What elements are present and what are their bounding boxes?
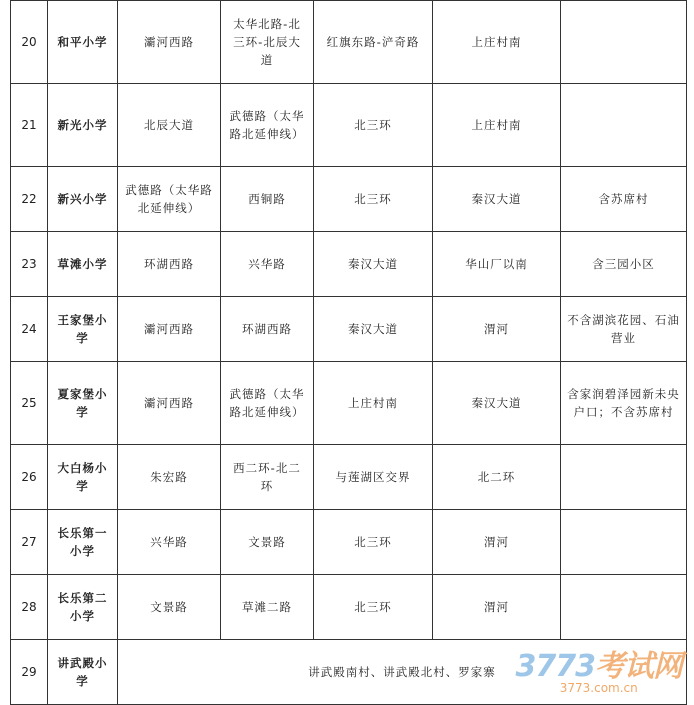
boundary-south-cell: 红旗东路-浐奇路 (314, 1, 433, 84)
row-number-cell: 22 (11, 167, 48, 232)
school-name-cell: 讲武殿小学 (48, 640, 118, 705)
boundary-south-cell: 秦汉大道 (314, 232, 433, 297)
school-name-cell: 新兴小学 (48, 167, 118, 232)
row-number-cell: 29 (11, 640, 48, 705)
table-row (11, 640, 687, 705)
table-body (11, 1, 687, 705)
school-name-cell: 长乐第一小学 (48, 510, 118, 575)
table-row (11, 575, 687, 640)
boundary-west-cell: 文景路 (118, 575, 221, 640)
remarks-cell: 含家润碧泽园新未央户口；不含苏席村 (561, 362, 687, 445)
table-row (11, 362, 687, 445)
boundary-north-cell: 华山厂以南 (433, 232, 561, 297)
table-row (11, 84, 687, 167)
boundary-east-cell: 西二环-北二环 (221, 445, 314, 510)
boundary-south-cell: 秦汉大道 (314, 297, 433, 362)
boundary-west-cell: 武德路（太华路北延伸线） (118, 167, 221, 232)
boundary-west-cell: 灞河西路 (118, 1, 221, 84)
table-row (11, 297, 687, 362)
school-name-cell: 新光小学 (48, 84, 118, 167)
boundary-north-cell: 渭河 (433, 575, 561, 640)
boundary-west-cell: 北辰大道 (118, 84, 221, 167)
remarks-cell: 含苏席村 (561, 167, 687, 232)
remarks-cell (561, 84, 687, 167)
table-row (11, 510, 687, 575)
boundary-south-cell: 北三环 (314, 84, 433, 167)
remarks-cell: 不含湖滨花园、石油营业 (561, 297, 687, 362)
boundary-east-cell: 西铜路 (221, 167, 314, 232)
enrollment-zone-table (10, 0, 687, 705)
row-number-cell: 24 (11, 297, 48, 362)
school-name-cell: 大白杨小学 (48, 445, 118, 510)
row-number-cell: 25 (11, 362, 48, 445)
remarks-cell (561, 445, 687, 510)
row-number-cell: 21 (11, 84, 48, 167)
table-row (11, 232, 687, 297)
boundary-east-cell: 文景路 (221, 510, 314, 575)
boundary-west-cell: 灞河西路 (118, 297, 221, 362)
boundary-north-cell: 秦汉大道 (433, 362, 561, 445)
boundary-north-cell: 秦汉大道 (433, 167, 561, 232)
table-row (11, 167, 687, 232)
boundary-east-cell: 太华北路-北三环-北辰大道 (221, 1, 314, 84)
table-row (11, 445, 687, 510)
table-row (11, 1, 687, 84)
boundary-south-cell: 北三环 (314, 575, 433, 640)
boundary-north-cell: 北二环 (433, 445, 561, 510)
remarks-cell (561, 510, 687, 575)
school-name-cell: 长乐第二小学 (48, 575, 118, 640)
boundary-north-cell: 上庄村南 (433, 84, 561, 167)
boundary-north-cell: 渭河 (433, 297, 561, 362)
remarks-cell (561, 575, 687, 640)
watermark-logo: 3773考试网 (515, 649, 682, 684)
row-number-cell: 27 (11, 510, 48, 575)
row-number-cell: 26 (11, 445, 48, 510)
boundary-east-cell: 兴华路 (221, 232, 314, 297)
boundary-north-cell: 渭河 (433, 510, 561, 575)
row-number-cell: 28 (11, 575, 48, 640)
boundary-south-cell: 上庄村南 (314, 362, 433, 445)
school-name-cell: 王家堡小学 (48, 297, 118, 362)
boundary-west-cell: 朱宏路 (118, 445, 221, 510)
watermark-domain: 3773.com.cn (559, 681, 638, 695)
boundary-south-cell: 北三环 (314, 167, 433, 232)
boundary-east-cell: 草滩二路 (221, 575, 314, 640)
school-name-cell: 草滩小学 (48, 232, 118, 297)
row-number-cell: 23 (11, 232, 48, 297)
boundary-west-cell: 环湖西路 (118, 232, 221, 297)
boundary-south-cell: 与莲湖区交界 (314, 445, 433, 510)
boundary-west-cell: 兴华路 (118, 510, 221, 575)
boundary-north-cell: 上庄村南 (433, 1, 561, 84)
boundary-east-cell: 武德路（太华路北延伸线） (221, 84, 314, 167)
row-number-cell: 20 (11, 1, 48, 84)
school-name-cell: 和平小学 (48, 1, 118, 84)
remarks-cell: 含三园小区 (561, 232, 687, 297)
boundary-south-cell: 北三环 (314, 510, 433, 575)
school-name-cell: 夏家堡小学 (48, 362, 118, 445)
remarks-cell (561, 1, 687, 84)
boundary-west-cell: 灞河西路 (118, 362, 221, 445)
merged-area-cell: 讲武殿南村、讲武殿北村、罗家寨 (118, 640, 687, 705)
boundary-east-cell: 环湖西路 (221, 297, 314, 362)
boundary-east-cell: 武德路（太华路北延伸线） (221, 362, 314, 445)
